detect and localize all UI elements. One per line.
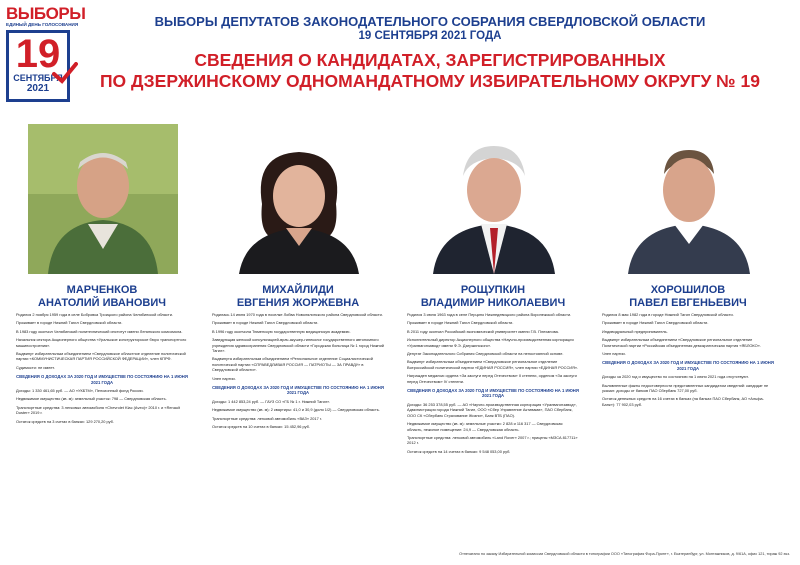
poster-heading-line2: ПО ДЗЕРЖИНСКОМУ ОДНОМАНДАТНОМУ ИЗБИРАТЕЛЬНОМУ ОКРУГУ № 19 — [99, 71, 761, 91]
elections-logo — [6, 4, 86, 104]
income-title: СВЕДЕНИЯ О ДОХОДАХ ЗА 2020 ГОД И ИМУЩЕСТВЕ ПО СОСТОЯНИЮ НА 1 ИЮНЯ 2021 ГОДА — [407, 388, 579, 399]
income-title: СВЕДЕНИЯ О ДОХОДАХ ЗА 2020 ГОД И ИМУЩЕСТВЕ ПО СОСТОЯНИЮ НА 1 ИЮНЯ 2021 ГОДА — [16, 374, 188, 385]
candidate-name: РОЩУПКИН ВЛАДИМИР НИКОЛАЕВИЧ — [420, 284, 566, 309]
election-title: ВЫБОРЫ ДЕПУТАТОВ ЗАКОНОДАТЕЛЬНОГО СОБРАНИЯ СВЕРДЛОВСКОЙ ОБЛАСТИ — [154, 14, 706, 29]
candidate-name: МАРЧЕНКОВ АНАТОЛИЙ ИВАНОВИЧ — [38, 284, 166, 309]
candidate-bio: Родился 2 ноября 1959 года в селе Бобровка Троицкого района Челябинской области. Проживает в городе Нижний Тагил Свердловской области. В 1983 году окончил Челябинский политехнический институт имени Ленинского комсомола. Начальник сектора Акционерного общества «Уральское конструкторское бюро транспортного машиностроения». Выдвинут избирательным объединением «Свердловское областное отделение политической партии «КОММУНИСТИЧЕСКАЯ ПАРТИЯ РОССИЙСКОЙ ФЕДЕРАЦИИ», член КПРФ. Судимости: не имеет. СВЕДЕНИЯ О ДОХОДАХ ЗА 2020 ГОД И ИМУЩЕСТВЕ ПО СОСТОЯНИЮ НА 1 ИЮНЯ 2021 ГОДА Доходы: 1 330 461,65 руб. — АО «УКБТМ», Пенсионный фонд России. Недвижимое имущество (кв. м): земельный участок: 798 — Свердловская область. Транспортные средства: 3 легковых автомобиля «Chevrolet Klac (Аvео)» 2010 г. и «Renault Duster» 2019 г. Остаток средств на 3 счетах в банках: 129 270,20 руб. — [16, 312, 188, 424]
candidate-card-3 — [405, 124, 581, 544]
candidate-card-4 — [600, 124, 776, 544]
candidate-photo — [614, 124, 764, 274]
election-date: 19 СЕНТЯБРЯ 2021 ГОДА — [358, 30, 502, 42]
checkmark-icon — [52, 62, 78, 84]
logo-day: 19 — [15, 32, 61, 76]
candidate-photo — [419, 124, 569, 274]
candidate-name: МИХАЙЛИДИ ЕВГЕНИЯ ЖОРЖЕВНА — [236, 284, 360, 309]
candidate-bio: Родилась 14 июня 1970 года в поселке Лобва Новолялинского района Свердловской области. Проживает в городе Нижний Тагил Свердловской области. В 1996 году окончила Тюменскую государственную медицинскую академию. Заведующая женской консультацией-врач-акушер-гинеколог государственного автономного учреждения здравоохранения Свердловской области «Городская больница № 1 город Нижний Тагил». Выдвинута избирательным объединением «Региональное отделение Социалистической политической партии «СПРАВЕДЛИВАЯ РОССИЯ — ПАТРИОТЫ — ЗА ПРАВДУ» в Свердловской области». Член партии. СВЕДЕНИЯ О ДОХОДАХ ЗА 2020 ГОД И ИМУЩЕСТВЕ ПО СОСТОЯНИЮ НА 1 ИЮНЯ 2021 ГОДА Доходы: 1 442 853,24 руб. — ГАУЗ СО «ГБ № 1 г. Нижний Тагил». Недвижимое имущество (кв. м): 2 квартиры: 41,0 и 30,9 (доля 1/2) — Свердловская область. Транспортные средства: легковой автомобиль «ВАЗ» 2017 г. Остаток средств на 10 счетах в банках: 15 452,96 руб. — [212, 312, 384, 430]
logo-word: ВЫБОРЫ — [6, 4, 86, 23]
income-title: СВЕДЕНИЯ О ДОХОДАХ ЗА 2020 ГОД И ИМУЩЕСТВЕ ПО СОСТОЯНИЮ НА 1 ИЮНЯ 2021 ГОДА — [602, 360, 774, 371]
logo-subtitle: ЕДИНЫЙ ДЕНЬ ГОЛОСОВАНИЯ — [6, 22, 79, 27]
logo-month: СЕНТЯБРЯ — [13, 73, 63, 83]
income-title: СВЕДЕНИЯ О ДОХОДАХ ЗА 2020 ГОД И ИМУЩЕСТВЕ ПО СОСТОЯНИЮ НА 1 ИЮНЯ 2021 ГОДА — [212, 385, 384, 396]
logo-year: 2021 — [26, 83, 50, 94]
print-footer: Отпечатано по заказу Избирательной комиссии Свердловской области в типографии ООО «Типография Фора-Принт», г. Екатеринбург, ул. Монтажников, д. 9/61А, офис 121, тираж 92 экз. — [459, 552, 790, 556]
candidate-bio: Родился 3 июня 1963 года в селе Перцино Нижнедевицкого района Воронежской области. Проживает в городе Нижний Тагил Свердловской области. В 2011 году окончил Российский экономический университет имени Г.В. Плеханова. Исполнительный директор Акционерного общества «Научно-производственная корпорация «Уралвагонзавод» имени Ф.Э. Дзержинского». Депутат Законодательного Собрания Свердловской области на непостоянной основе. Выдвинут избирательным объединением «Свердловское региональное отделение Всероссийской политической партии «ЕДИНАЯ РОССИЯ», член партии «ЕДИНАЯ РОССИЯ». Награжден медалью ордена «За заслуги перед Отечеством» II степени, орденом «За заслуги перед Отечеством» IV степени. СВЕДЕНИЯ О ДОХОДАХ ЗА 2020 ГОД И ИМУЩЕСТВЕ ПО СОСТОЯНИЮ НА 1 ИЮНЯ 2021 ГОДА Доходы: 36 253 378,55 руб. — АО «Научно-производственная корпорация «Уралвагонзавод», Администрация города Нижний Тагил, ООО «Сбер Управление Активами», ПАО Сбербанк, ООО СК «Сбербанк Страхование Жизни», Банк ВТБ (ПАО). Недвижимое имущество (кв. м): земельные участки: 2 828 и 116 317 — Свердловская область, нежилое помещение: 24,9 — Свердловская область. Транспортные средства: легковой автомобиль «Land Rover» 2007 г.; прицепы «МЗСА 817711» 2012 г. Остаток средств на 14 счетах в банках: 9 548 053,00 руб. — [407, 312, 579, 454]
candidate-bio: Родился 8 мая 1982 года в городе Нижний Тагил Свердловской области. Проживает в городе Нижний Тагил Свердловской области. Индивидуальный предприниматель. Выдвинут избирательным объединением «Свердловское региональное отделение Политической партии «Российская объединенная демократическая партия «ЯБЛОКО». Член партии. СВЕДЕНИЯ О ДОХОДАХ ЗА 2020 ГОД И ИМУЩЕСТВЕ ПО СОСТОЯНИЮ НА 1 ИЮНЯ 2021 ГОДА Доходы за 2020 год и имущество по состоянию на 1 июня 2021 года отсутствуют. Вылявленные факты недостоверности представленных кандидатом сведений: кандидат не указал: доходы от банков ПАО Сбербанк 727,00 руб. Остаток денежных средств на 16 счетах в банках (на банках ПАО Сбербанк, АО «Альфа-Банк»): 77 902,03 руб. — [602, 312, 774, 407]
candidate-photo — [28, 124, 178, 274]
candidate-card-1 — [14, 124, 190, 544]
candidate-photo — [224, 124, 374, 274]
candidate-name: ХОРОШИЛОВ ПАВЕЛ ЕВГЕНЬЕВИЧ — [629, 284, 747, 309]
candidate-card-2 — [210, 124, 386, 544]
poster-heading-line1: СВЕДЕНИЯ О КАНДИДАТАХ, ЗАРЕГИСТРИРОВАННЫХ — [194, 50, 666, 70]
